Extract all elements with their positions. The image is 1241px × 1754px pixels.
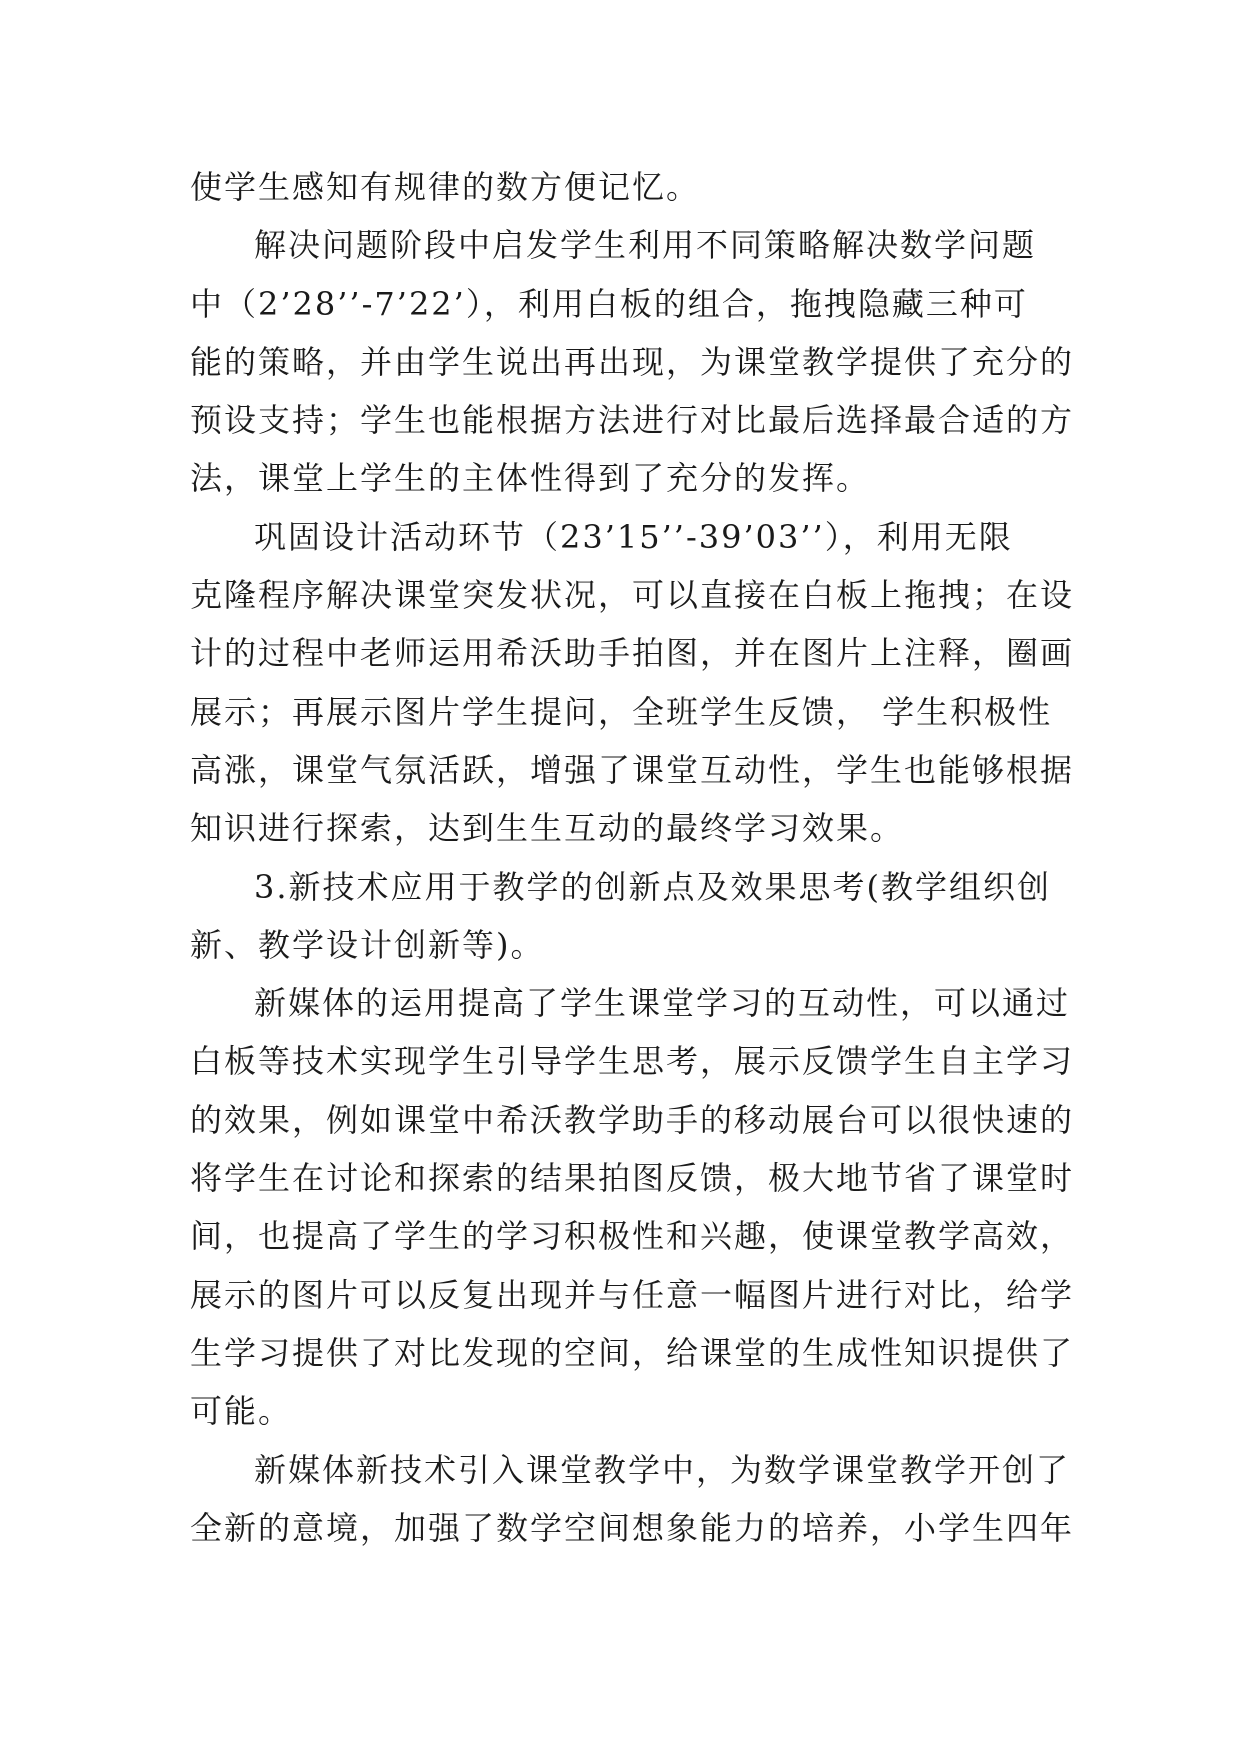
text-line: 解决问题阶段中启发学生利用不同策略解决数学问题 bbox=[254, 226, 1037, 265]
text-line: 生学习提供了对比发现的空间，给课堂的生成性知识提供了 bbox=[190, 1333, 1075, 1372]
text-line: 新媒体新技术引入课堂教学中，为数学课堂教学开创了 bbox=[254, 1450, 1071, 1489]
text-line: 预设支持；学生也能根据方法进行对比最后选择最合适的方 bbox=[190, 401, 1075, 440]
text-line: 将学生在讨论和探索的结果拍图反馈，极大地节省了课堂时 bbox=[190, 1159, 1075, 1198]
text-line: 克隆程序解决课堂突发状况，可以直接在白板上拖拽；在设 bbox=[190, 576, 1075, 615]
text-line: 间，也提高了学生的学习积极性和兴趣，使课堂教学高效， bbox=[190, 1217, 1075, 1256]
text-line: 能的策略，并由学生说出再出现，为课堂教学提供了充分的 bbox=[190, 342, 1075, 381]
text-line: 的效果，例如课堂中希沃教学助手的移动展台可以很快速的 bbox=[190, 1100, 1075, 1139]
text-line: 新、教学设计创新等)。 bbox=[190, 925, 545, 964]
text-line: 新媒体的运用提高了学生课堂学习的互动性，可以通过 bbox=[254, 984, 1071, 1023]
text-line: 全新的意境，加强了数学空间想象能力的培养，小学生四年 bbox=[190, 1508, 1075, 1547]
text-line: 法，课堂上学生的主体性得到了充分的发挥。 bbox=[190, 459, 871, 498]
text-line: 巩固设计活动环节（23’15’’-39’03’’），利用无限 bbox=[254, 517, 1013, 556]
text-line: 使学生感知有规律的数方便记忆。 bbox=[190, 168, 701, 206]
text-line: 计的过程中老师运用希沃助手拍图，并在图片上注释，圈画 bbox=[190, 634, 1075, 673]
text-line: 可能。 bbox=[190, 1392, 293, 1431]
text-line: 高涨，课堂气氛活跃，增强了课堂互动性，学生也能够根据 bbox=[190, 750, 1075, 789]
body-text bbox=[190, 158, 1075, 1557]
text-line: 中（2’28’’-7’22’），利用白板的组合，拖拽隐藏三种可 bbox=[190, 284, 1028, 323]
text-line: 白板等技术实现学生引导学生思考，展示反馈学生自主学习 bbox=[190, 1042, 1075, 1081]
text-line: 展示；再展示图片学生提问，全班学生反馈， 学生积极性 bbox=[190, 692, 1053, 731]
text-line: 3.新技术应用于教学的创新点及效果思考(教学组织创 bbox=[254, 867, 1052, 906]
text-line: 知识进行探索，达到生生互动的最终学习效果。 bbox=[190, 809, 905, 848]
text-line: 展示的图片可以反复出现并与任意一幅图片进行对比，给学 bbox=[190, 1275, 1075, 1314]
